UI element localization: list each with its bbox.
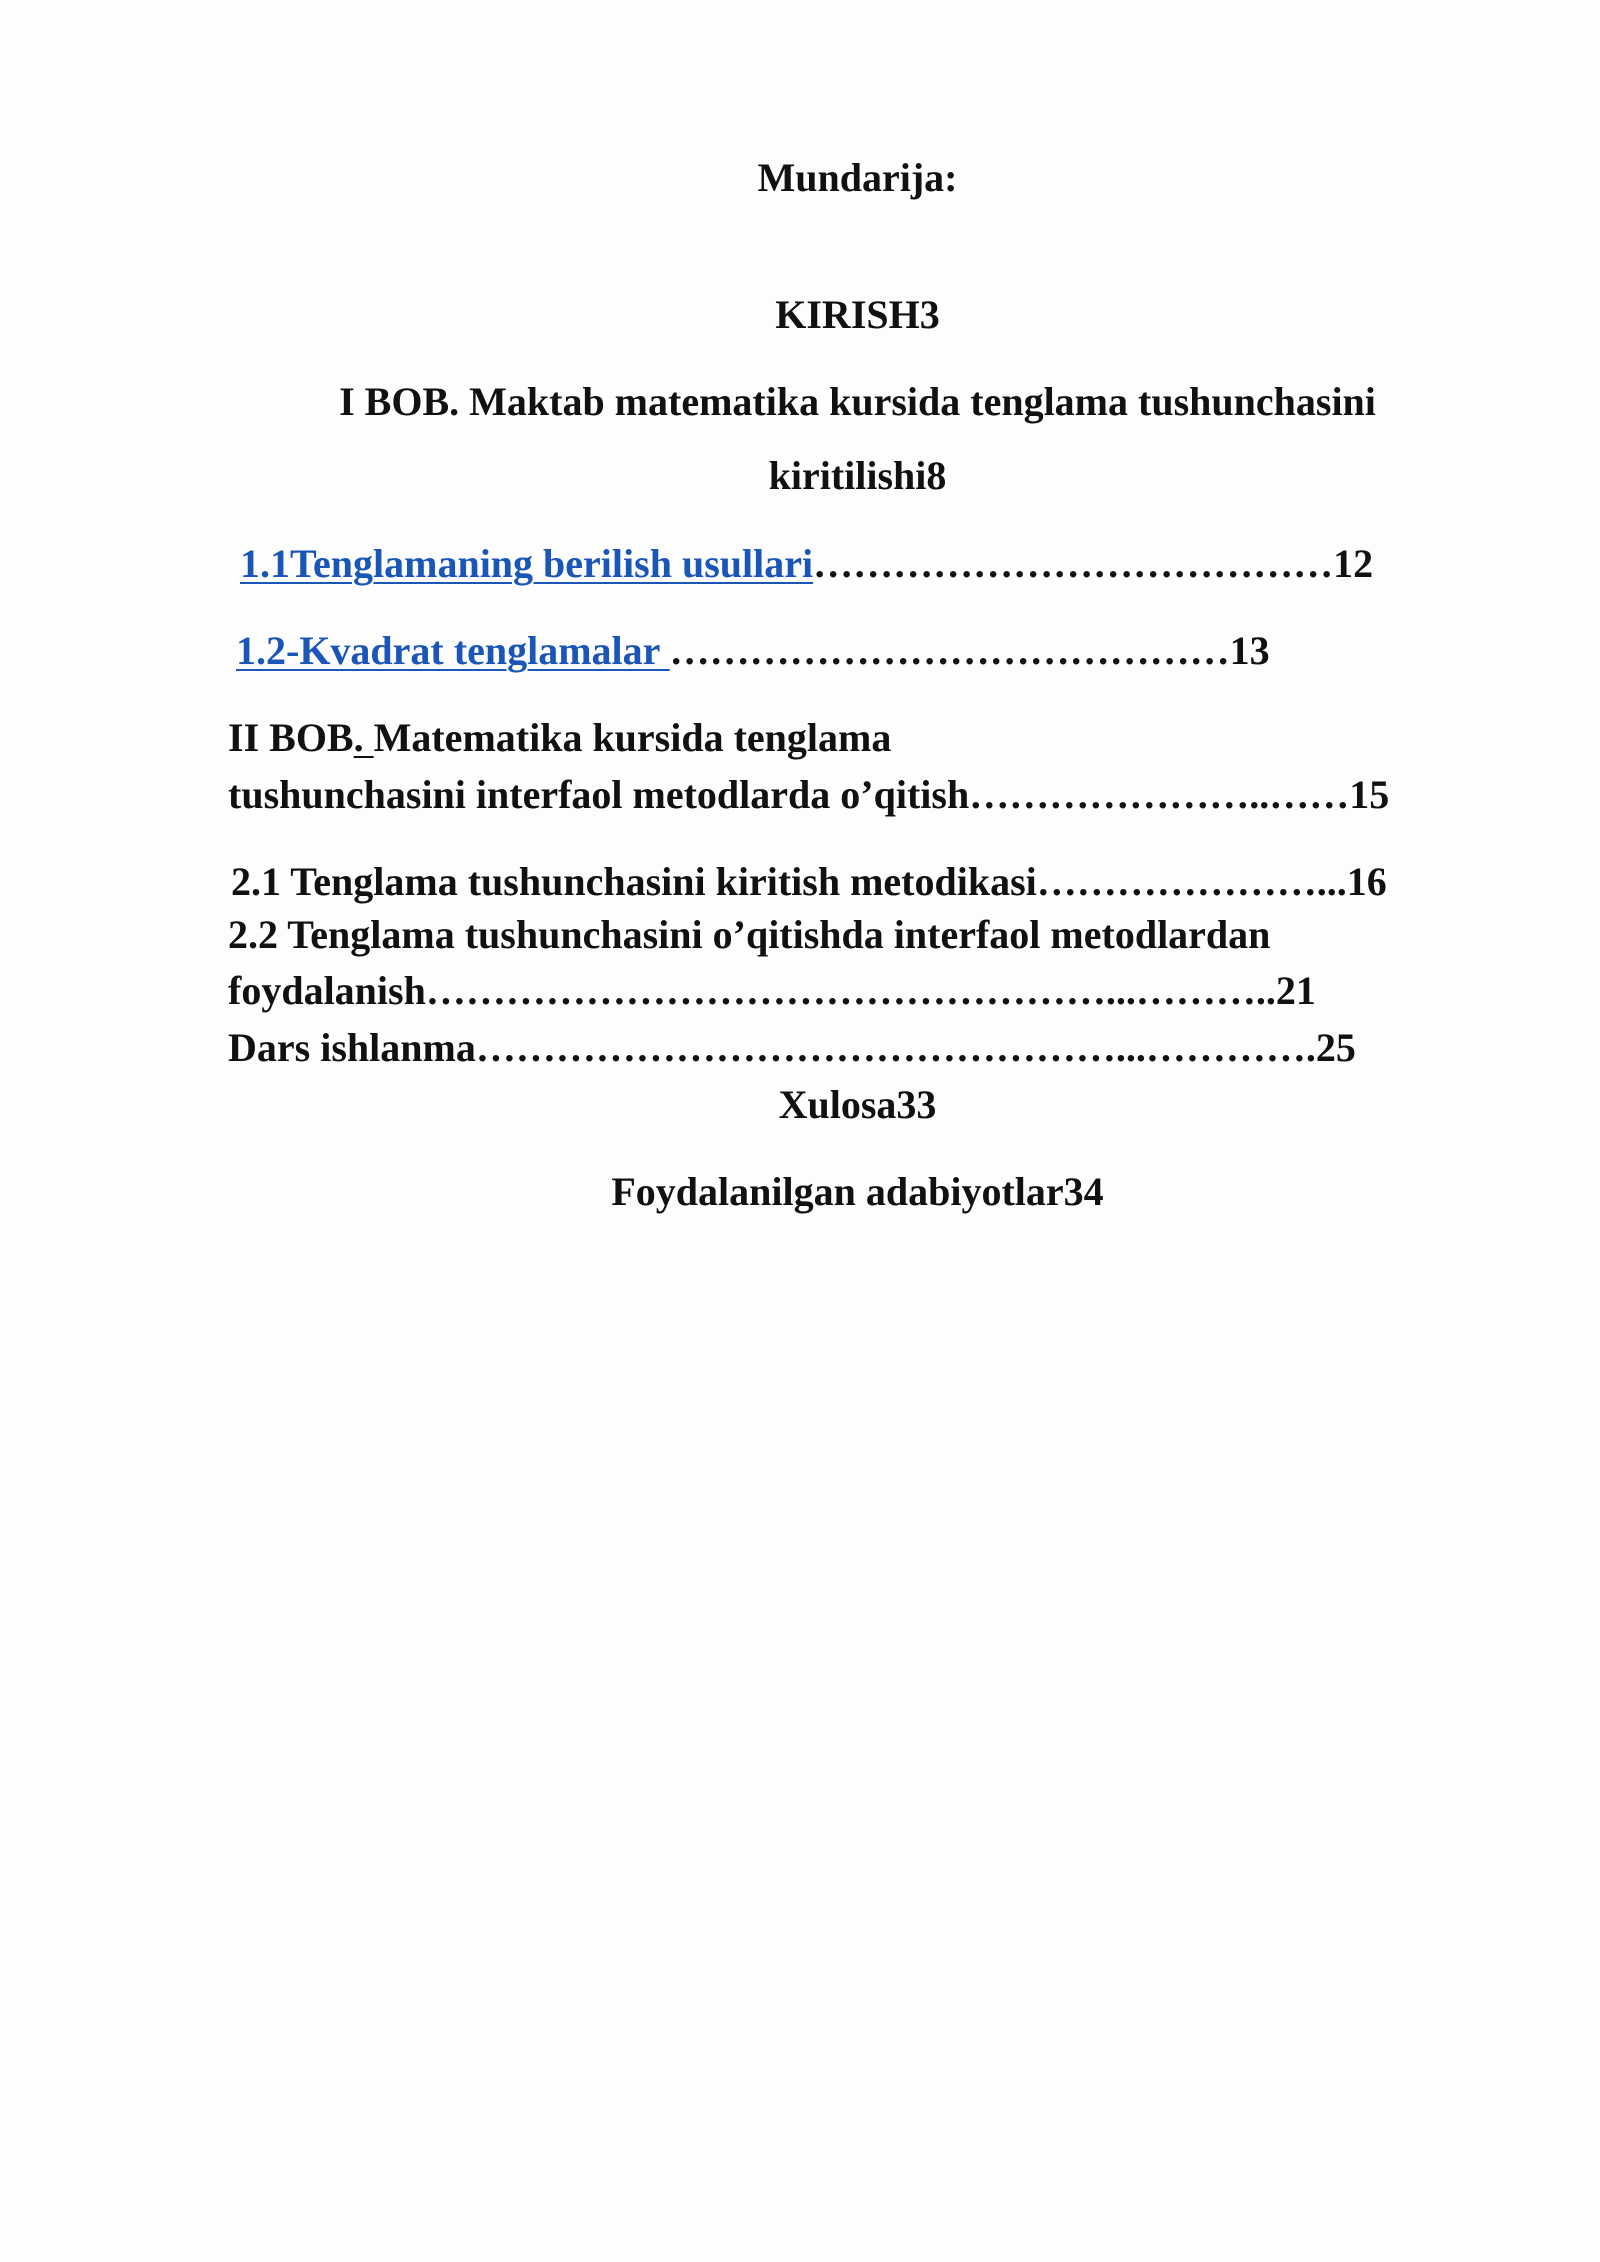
toc-entry-2-2-line2: foydalanish……………………………………………...………..21 (228, 968, 1316, 1013)
toc-entry-bob2-line2: tushunchasini interfaol metodlarda o’qitish…………………..……15 (228, 772, 1390, 817)
toc-leader-1-2: ……………………………………13 (669, 628, 1270, 673)
toc-entry-xulosa: Xulosa33 (778, 1082, 937, 1127)
toc-entry-1-1 (240, 540, 1373, 588)
toc-bob2-label: II BOB (228, 715, 354, 760)
toc-bob2-separator: . (353, 715, 374, 760)
toc-link-1-1[interactable]: 1.1Tenglamaning berilish usullari (240, 541, 814, 586)
toc-entry-bob2-line1 (228, 714, 891, 762)
toc-entry-1-2 (236, 627, 1270, 675)
toc-entry-kirish: KIRISH3 (775, 292, 940, 337)
toc-heading: Mundarija: (757, 155, 958, 200)
toc-bob2-title: Matematika kursida tenglama (373, 715, 892, 760)
toc-leader-1-1: …………………………………12 (813, 541, 1374, 586)
toc-entry-dars: Dars ishlanma…………………………………………...………….25 (228, 1025, 1356, 1070)
toc-entry-2-2-line1: 2.2 Tenglama tushunchasini o’qitishda interfaol metodlardan (228, 912, 1271, 957)
toc-link-1-2[interactable]: 1.2-Kvadrat tenglamalar (236, 628, 670, 673)
toc-entry-bob1-line2: kiritilishi8 (768, 453, 947, 498)
toc-entry-2-1: 2.1 Tenglama tushunchasini kiritish metodikasi…………………...16 (231, 859, 1387, 904)
toc-entry-adabiyotlar: Foydalanilgan adabiyotlar34 (611, 1169, 1104, 1214)
toc-entry-bob1-line1: I BOB. Maktab matematika kursida tenglama tushunchasini (339, 379, 1376, 424)
